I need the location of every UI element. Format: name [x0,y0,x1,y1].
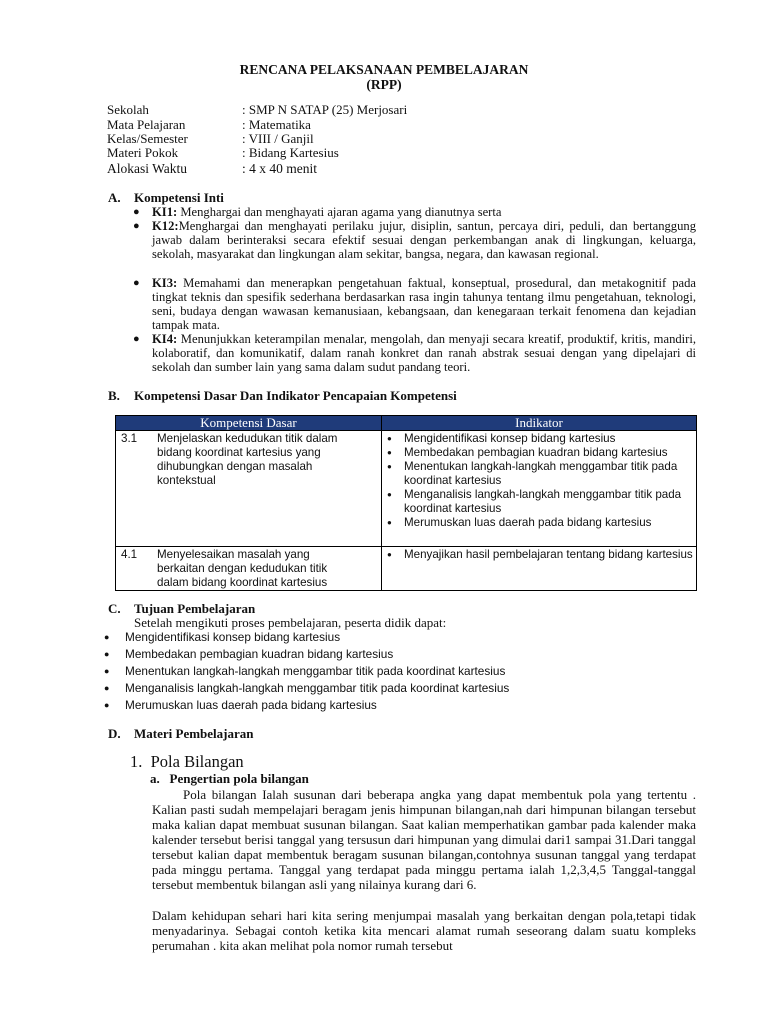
section-title: Kompetensi Inti [134,190,224,205]
bullet-icon: ● [104,649,110,659]
material-paragraph: Pola bilangan Ialah susunan dari beberapa angka yang dapat membentuk pola yang tertentu . Kalian pasti sudah mempelajari beragam jenis himpunan bilangan,nah dari himpunan bilangan tersebut maka kalian dapat membuat susunan bilangan. Saat kalian memperhatikan gambar pada kalender maka kalender tersebut berisi tanggal yang tersusun dari himpunan yang dimulai dari1 sampai 31.Dari tanggal tersebut kalian dapat membentuk beragam susunan bilangan,contohnya susunan tanggal yang terdapat pada minggu pertama. Tanggal yang terdapat pada minggu pertama ialah 1,2,3,4,5 Tanggal-tanggal tersebut membentuk bilangan asli yang nilainya kurang dari 6. [152,787,696,892]
bullet-icon: ● [104,666,110,676]
identity-label: Alokasi Waktu [107,161,188,176]
section-letter: D. [108,726,121,741]
ki-code: KI3: [152,276,178,290]
ki-item [152,332,696,374]
document-subtitle: (RPP) [366,77,402,92]
identity-row-school [107,102,707,117]
list-item: Menentukan langkah-langkah menggambar titik pada koordinat kartesius [125,664,506,678]
identity-value: : SMP N SATAP (25) Merjosari [242,102,408,117]
bullet-icon: ● [133,220,140,232]
list-item: Membedakan pembagian kuadran bidang kartesius [125,647,394,661]
bullet-icon: ● [104,683,110,693]
kd-cell [116,431,382,547]
indicator-cell [382,431,697,547]
document-title: RENCANA PELAKSANAAN PEMBELAJARAN [239,62,529,77]
ki-code: K12: [152,219,179,233]
bullet-icon: ● [133,277,140,289]
kd-number: 4.1 [121,548,138,561]
ki-text: Menghargai dan menghayati perilaku jujur, disiplin, santun, percaya diri, peduli, dan bertanggung jawab dalam berinteraksi secara efektif sesuai dengan perkembangan anak di lingkungan, keluarga, sekolah, masyarakat dan lingkungan alam sekitar, bangsa, negara, dan kawasan regional. [152,219,696,261]
bullet-icon: ● [133,333,140,345]
list-item: ● Menyajikan hasil pembelajaran tentang bidang kartesius [404,548,696,562]
table-row [116,431,697,547]
indicator-list [382,548,696,562]
list-item: ● Menentukan langkah-langkah menggambar titik pada koordinat kartesius [404,460,696,488]
table-header-indikator: Indikator [382,416,697,431]
section-title: Kompetensi Dasar Dan Indikator Pencapaian Kompetensi [134,388,457,403]
bullet-icon: ● [133,206,140,218]
identity-row-time [107,161,707,176]
section-c-intro: Setelah mengikuti proses pembelajaran, peserta didik dapat: [134,615,447,630]
identity-row-topic [107,145,707,160]
section-letter: A. [108,190,121,205]
material-subheading: a. Pengertian pola bilangan [150,771,309,786]
ki-text: Memahami dan menerapkan pengetahuan faktual, konseptual, prosedural, dan metakognitif pada tingkat teknis dan spesifik sederhana berdasarkan rasa ingin tahunya tentang ilmu pengetahuan, teknologi, seni, budaya dengan wawasan kemanusiaan, kebangsaan, dan kenegaraan terkait fenomena dan kejadian tampak mata. [152,276,696,332]
table-header-row [116,416,697,431]
list-item: Mengidentifikasi konsep bidang kartesius [125,630,341,644]
ki-item [152,205,696,219]
identity-label: Materi Pokok [107,145,179,160]
kd-text: Menjelaskan kedudukan titik dalam bidang koordinat kartesius yang dihubungkan dengan masalah kontekstual [157,432,338,487]
section-title: Materi Pembelajaran [134,726,254,741]
indicator-list [382,432,696,530]
material-paragraph: Dalam kehidupan sehari hari kita sering menjumpai masalah yang berkaitan dengan pola,tetapi tidak menyadarinya. Sebagai contoh ketika kita mencari alamat rumah seseorang dalam suatu kompleks perumahan . kita akan melihat pola nomor rumah tersebut [152,908,696,953]
material-heading: 1. Pola Bilangan [130,752,244,771]
list-item: Menganalisis langkah-langkah menggambar titik pada koordinat kartesius [125,681,510,695]
section-title: Tujuan Pembelajaran [134,601,256,616]
ki-text: Menunjukkan keterampilan menalar, mengolah, dan menyaji secara kreatif, produktif, kritis, mandiri, kolaboratif, dan komunikatif, dalam ranah konkret dan ranah abstrak sesuai dengan yang dipelajari di sekolah dan sumber lain yang sama dalam sudut pandang teori. [152,332,696,374]
bullet-icon: ● [104,700,110,710]
list-item: ● Mengidentifikasi konsep bidang kartesius [404,432,696,446]
identity-label: Kelas/Semester [107,131,188,146]
table-header-kd: Kompetensi Dasar [116,416,382,431]
list-item: ● Menganalisis langkah-langkah menggambar titik pada koordinat kartesius [404,488,696,516]
table-row [116,547,697,591]
kd-indicator-table [115,415,697,591]
ki-code: KI4: [152,332,178,346]
indicator-cell [382,547,697,591]
kd-text: Menyelesaikan masalah yang berkaitan dengan kedudukan titik dalam bidang koordinat kartesius [157,548,328,589]
identity-row-subject [107,117,707,132]
identity-value: : 4 x 40 menit [242,161,317,176]
identity-value: : Matematika [242,117,311,132]
identity-label: Sekolah [107,102,149,117]
list-item: Merumuskan luas daerah pada bidang kartesius [125,698,377,712]
kd-cell [116,547,382,591]
ki-item [152,219,696,261]
identity-value: : VIII / Ganjil [242,131,314,146]
section-letter: B. [108,388,120,403]
identity-label: Mata Pelajaran [107,117,186,132]
list-item: ● Membedakan pembagian kuadran bidang kartesius [404,446,696,460]
kd-number: 3.1 [121,432,138,445]
ki-item [152,276,696,332]
bullet-icon: ● [104,632,110,642]
list-item: ● Merumuskan luas daerah pada bidang kartesius [404,516,696,530]
identity-row-class [107,131,707,146]
ki-code: KI1: [152,205,178,219]
identity-value: : Bidang Kartesius [242,145,339,160]
ki-text: Menghargai dan menghayati ajaran agama yang dianutnya serta [177,205,502,219]
section-letter: C. [108,601,121,616]
